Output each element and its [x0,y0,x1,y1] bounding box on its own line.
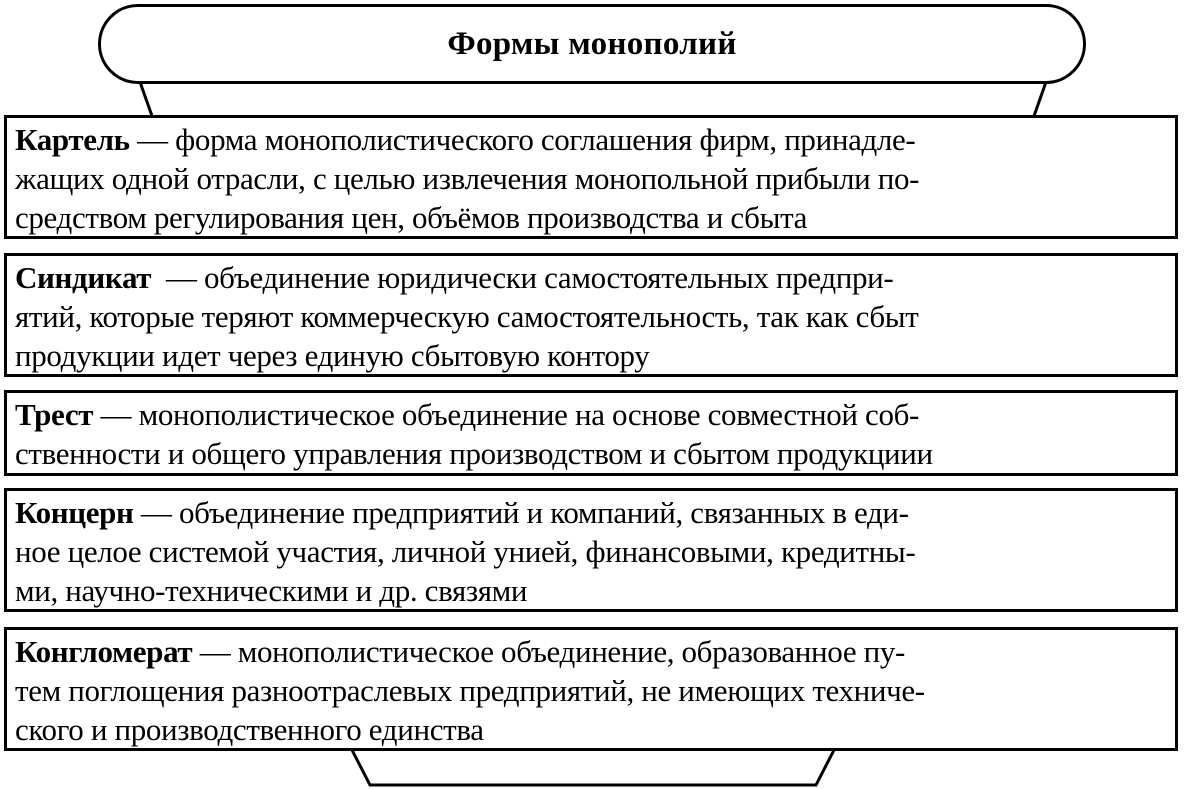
definition-line [15,120,1167,159]
definition-line: ского и производственного единства [15,712,484,747]
definition-line: ми, научно-техническими и др. связями [15,573,528,608]
definition-line: продукции идет через единую сбытовую контору [15,338,650,373]
definition-line [15,632,1167,671]
definition-line [15,395,1167,434]
definition-line: ятий, которые теряют коммерческую самостоятельность, так как сбыт [15,299,919,334]
title-connector-right [1034,82,1046,116]
definition-box-trust [4,390,1178,476]
definition-box-cartel [4,115,1178,239]
definition-line: ственности и общего управления производством и сбытом продукциии [15,436,933,471]
definition-line [15,493,1167,532]
definition-text: — объединение юридически самостоятельных предпри- [151,260,894,295]
definition-line [15,258,1167,297]
definition-line: средством регулирования цен, объёмов производства и сбыта [15,200,808,235]
title-box [98,4,1086,84]
title-connector-left [140,82,152,116]
definition-text: — форма монополистического соглашения фирм, принадле- [129,122,916,157]
definition-box-concern [4,488,1178,612]
term-conglomerate: Конгломерат [15,634,193,669]
definition-text: — монополистическое объединение, образованное пу- [192,634,905,669]
diagram-title: Формы монополий [447,25,737,62]
definition-line: жащих одной отрасли, с целью извлечения монопольной прибыли по- [15,161,920,196]
definition-text: — монополистическое объединение на основе совместной соб- [93,397,919,432]
definition-line: ное целое системой участия, личной унией, финансовыми, кредитны- [15,534,916,569]
term-syndicate: Синдикат [15,260,152,295]
definition-box-conglomerate [4,627,1178,751]
base-connector [352,750,834,785]
definition-line: тем поглощения разноотраслевых предприятий, не имеющих техниче- [15,673,925,708]
definition-box-syndicate [4,253,1178,377]
definition-text: — объединение предприятий и компаний, связанных в еди- [133,495,909,530]
term-cartel: Картель [15,122,130,157]
term-concern: Концерн [15,495,134,530]
term-trust: Трест [15,397,94,432]
